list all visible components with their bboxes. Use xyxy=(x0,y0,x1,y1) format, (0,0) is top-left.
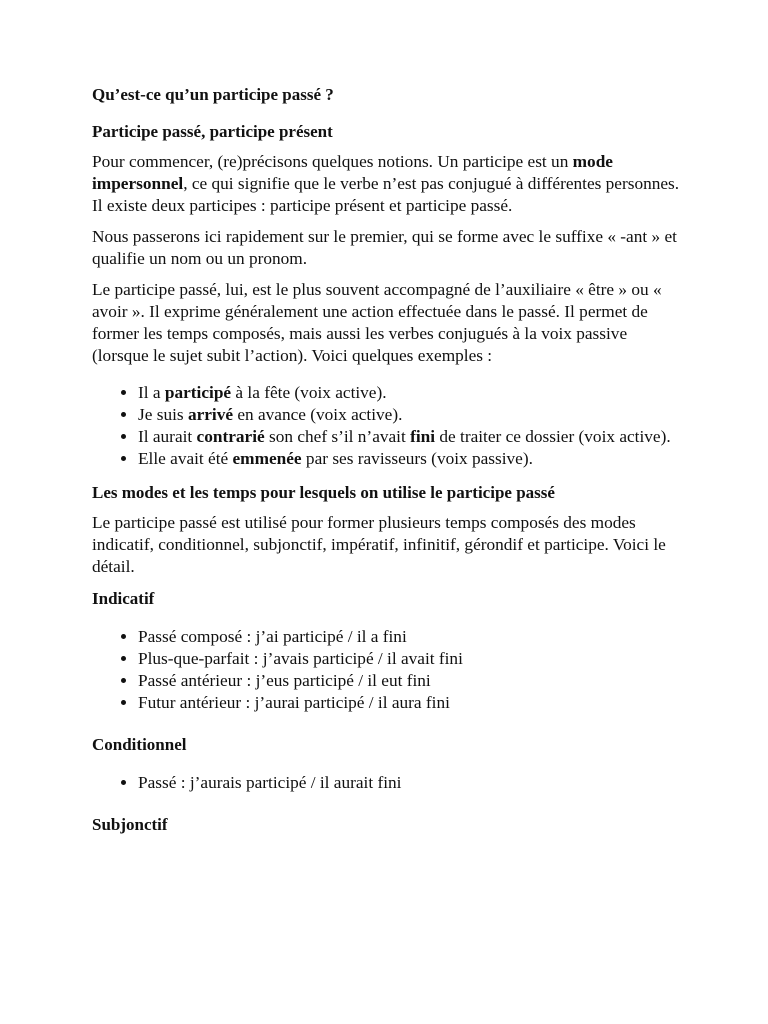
list-item: • Passé composé : j’ai participé / il a fini xyxy=(138,626,680,648)
list-item: • Passé antérieur : j’eus participé / il eut fini xyxy=(138,670,680,692)
list-item-text: Il aurait xyxy=(138,427,197,446)
section-heading-modes: Les modes et les temps pour lesquels on utilise le participe passé xyxy=(92,483,555,502)
bold-term: participé xyxy=(164,383,232,402)
list-item xyxy=(138,448,680,470)
conditionnel-list xyxy=(92,772,680,794)
list-item-text: Elle avait été xyxy=(138,449,233,468)
bold-term: mode impersonnel xyxy=(92,152,613,193)
list-item: • Plus-que-parfait : j’avais participé / il avait fini xyxy=(138,648,680,670)
bold-term: contrarié xyxy=(196,427,265,446)
section-heading-participe: Participe passé, participe présent xyxy=(92,122,333,141)
list-item xyxy=(138,404,680,426)
bold-term: fini xyxy=(410,427,436,446)
document-title: Qu’est-ce qu’un participe passé ? xyxy=(92,85,334,104)
paragraph-intro xyxy=(92,151,680,217)
list-item: • Passé : j’aurais participé / il aurait fini xyxy=(138,772,680,794)
list-item-text: à la fête (voix active). xyxy=(231,383,387,402)
list-item-text: en avance (voix active). xyxy=(233,405,403,424)
paragraph-text: , ce qui signifie que le verbe n’est pas conjugué à différentes personnes. Il existe deux participes : participe présent et participe passé. xyxy=(92,174,680,215)
examples-list xyxy=(92,382,680,470)
indicatif-list xyxy=(92,626,680,714)
paragraph-present: Nous passerons ici rapidement sur le premier, qui se forme avec le suffixe « -ant » et qualifie un nom ou un pronom. xyxy=(92,227,677,268)
list-item-text: son chef s’il n’avait xyxy=(264,427,411,446)
list-item-text: Je suis xyxy=(138,405,188,424)
subheading-subjonctif: Subjonctif xyxy=(92,815,168,834)
paragraph-passe: Le participe passé, lui, est le plus souvent accompagné de l’auxiliaire « être » ou « avoir ». Il exprime généralement une action effectuée dans le passé. Il permet de former les temps composés, mais aussi les verbes conjugués à la voix passive (lorsque le sujet subit l’action). Voici quelques exemples : xyxy=(92,280,662,365)
list-item-text: Il a xyxy=(138,383,165,402)
list-item: • Futur antérieur : j’aurai participé / il aura fini xyxy=(138,692,680,714)
list-item-text: de traiter ce dossier (voix active). xyxy=(435,427,671,446)
list-item-text: par ses ravisseurs (voix passive). xyxy=(301,449,533,468)
subheading-conditionnel: Conditionnel xyxy=(92,735,187,754)
document-page xyxy=(92,84,680,836)
paragraph-modes: Le participe passé est utilisé pour former plusieurs temps composés des modes indicatif, conditionnel, subjonctif, impératif, infinitif, gérondif et participe. Voici le détail. xyxy=(92,513,666,576)
bold-term: arrivé xyxy=(187,405,234,424)
subheading-indicatif: Indicatif xyxy=(92,589,155,608)
paragraph-text: Pour commencer, (re)précisons quelques notions. Un participe est un xyxy=(92,152,573,171)
bold-term: emmenée xyxy=(232,449,302,468)
list-item xyxy=(138,382,680,404)
list-item xyxy=(138,426,680,448)
